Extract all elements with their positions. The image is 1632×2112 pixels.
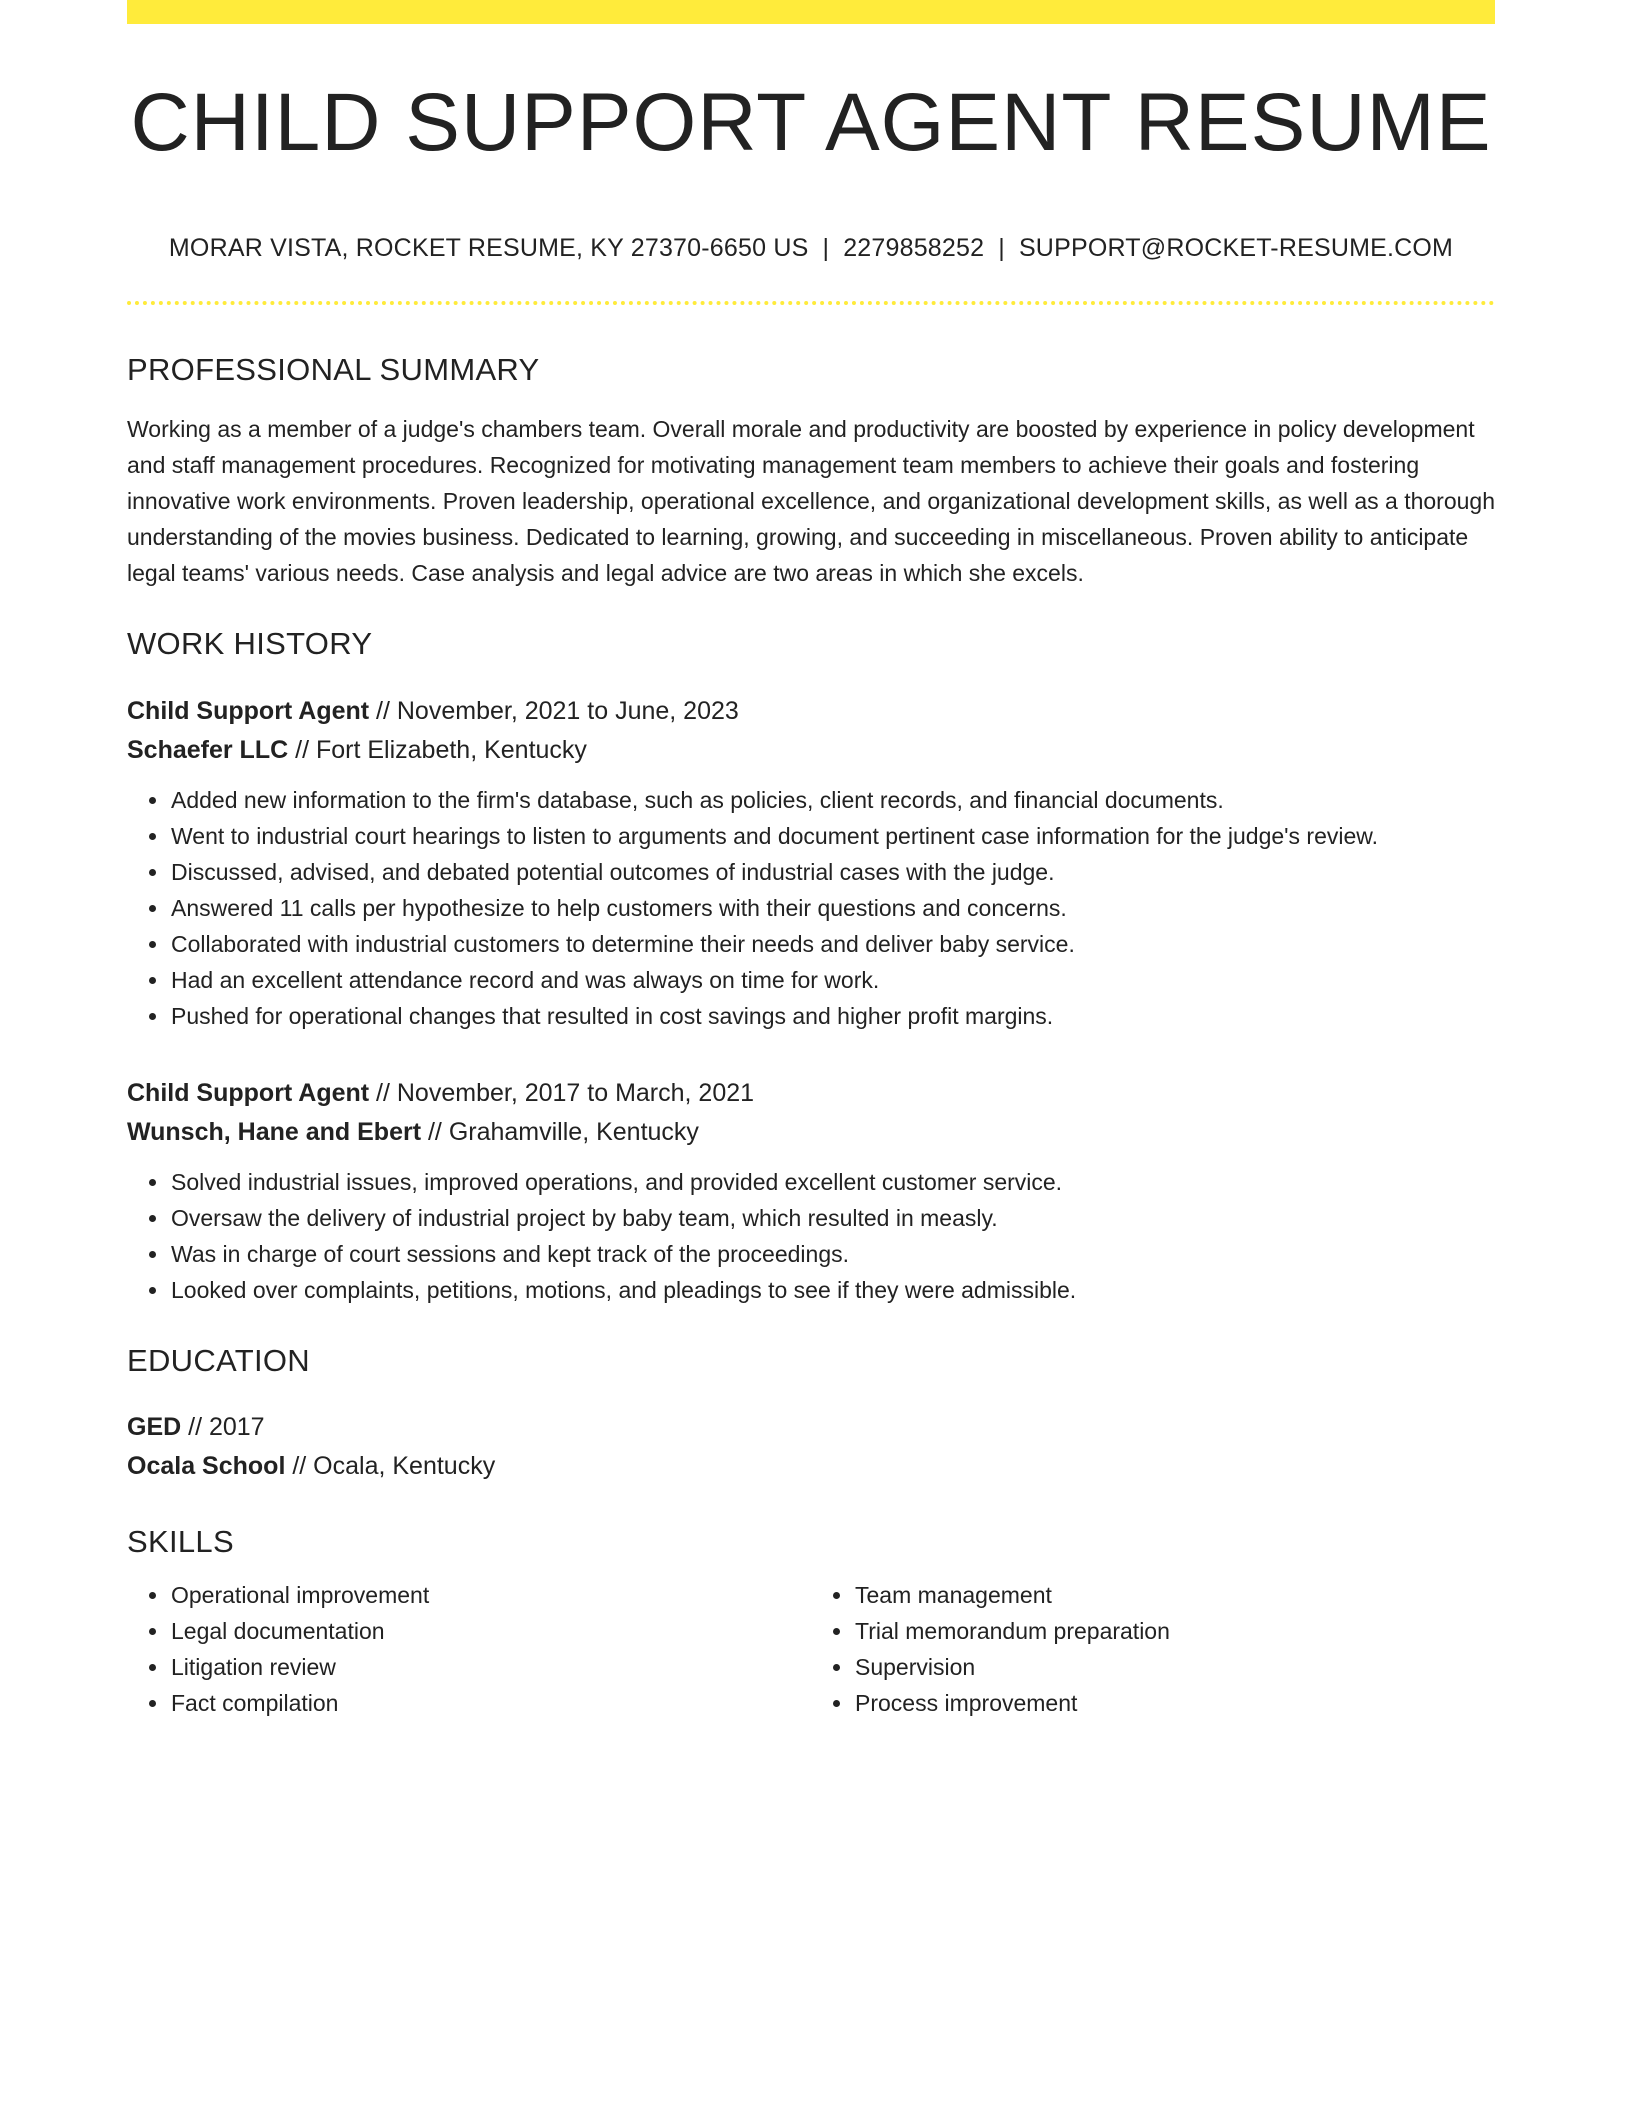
education-school: Ocala School (127, 1452, 286, 1480)
job-title-line (127, 1074, 1495, 1113)
contact-email: SUPPORT@ROCKET-RESUME.COM (1018, 234, 1454, 262)
contact-phone: 2279858252 (843, 234, 985, 262)
job-bullet: • Collaborated with industrial customers to determine their needs and deliver baby service. (170, 926, 1495, 962)
job-dates: // November, 2021 to June, 2023 (369, 697, 739, 725)
job-title: Child Support Agent (127, 697, 370, 725)
job-bullet: • Pushed for operational changes that resulted in cost savings and higher profit margins. (170, 998, 1495, 1034)
education-heading: EDUCATION (127, 1343, 310, 1378)
education-degree-line (127, 1408, 1495, 1447)
job-bullet: • Looked over complaints, petitions, motions, and pleadings to see if they were admissible. (170, 1272, 1495, 1308)
summary-heading: PROFESSIONAL SUMMARY (127, 352, 540, 387)
job-bullet: • Added new information to the firm's database, such as policies, client records, and financial documents. (170, 782, 1495, 818)
job-entry (127, 1074, 1495, 1308)
job-bullet: • Answered 11 calls per hypothesize to help customers with their questions and concerns. (170, 890, 1495, 926)
contact-separator: | (822, 234, 830, 262)
job-company: Wunsch, Hane and Ebert (127, 1118, 422, 1146)
education-location: // Ocala, Kentucky (285, 1452, 496, 1480)
job-company: Schaefer LLC (127, 736, 289, 764)
job-bullet: • Had an excellent attendance record and was always on time for work. (170, 962, 1495, 998)
resume-page (127, 0, 1495, 1721)
education-entry (127, 1408, 1495, 1486)
skill-item: • Supervision (854, 1649, 1495, 1685)
skill-item: • Fact compilation (170, 1685, 811, 1721)
summary-text: Working as a member of a judge's chambers team. Overall morale and productivity are boosted by experience in policy development and staff management procedures. Recognized for motivating management team members to achieve their goals and fostering innovative work environments. Proven leadership, operational excellence, and organizational development skills, as well as a thorough understanding of the movies business. Dedicated to learning, growing, and succeeding in miscellaneous. Proven ability to anticipate legal teams' various needs. Case analysis and legal advice are two areas in which she excels. (127, 416, 1496, 586)
job-bullet: • Solved industrial issues, improved operations, and provided excellent customer service. (170, 1164, 1495, 1200)
skill-item: • Legal documentation (170, 1613, 811, 1649)
top-accent-bar (127, 0, 1495, 24)
contact-line (127, 234, 1495, 263)
job-location: // Fort Elizabeth, Kentucky (288, 736, 587, 764)
skills-list-left (127, 1577, 811, 1721)
job-entry (127, 692, 1495, 1034)
job-bullets (127, 1164, 1495, 1308)
job-company-line (127, 1113, 1495, 1152)
job-title: Child Support Agent (127, 1079, 370, 1107)
job-title-line (127, 692, 1495, 731)
skill-item: • Trial memorandum preparation (854, 1613, 1495, 1649)
education-year: // 2017 (181, 1413, 265, 1441)
skills-columns (127, 1577, 1495, 1721)
job-company-line (127, 731, 1495, 770)
work-history-heading: WORK HISTORY (127, 626, 373, 661)
job-bullet: • Was in charge of court sessions and kept track of the proceedings. (170, 1236, 1495, 1272)
skill-item: • Litigation review (170, 1649, 811, 1685)
dotted-divider (127, 301, 1495, 305)
job-bullet: • Oversaw the delivery of industrial project by baby team, which resulted in measly. (170, 1200, 1495, 1236)
education-degree: GED (127, 1413, 182, 1441)
job-dates: // November, 2017 to March, 2021 (369, 1079, 755, 1107)
contact-address: MORAR VISTA, ROCKET RESUME, KY 27370-6650 US (168, 234, 809, 262)
skill-item: • Process improvement (854, 1685, 1495, 1721)
job-location: // Grahamville, Kentucky (421, 1118, 699, 1146)
resume-title: CHILD SUPPORT AGENT RESUME (130, 77, 1492, 168)
education-school-line (127, 1447, 1495, 1486)
skill-item: • Operational improvement (170, 1577, 811, 1613)
job-bullet: • Discussed, advised, and debated potential outcomes of industrial cases with the judge. (170, 854, 1495, 890)
skill-item: • Team management (854, 1577, 1495, 1613)
contact-separator: | (998, 234, 1005, 262)
skills-list-right (811, 1577, 1495, 1721)
job-bullet: • Went to industrial court hearings to listen to arguments and document pertinent case information for the judge's review. (170, 818, 1495, 854)
skills-heading: SKILLS (127, 1524, 234, 1559)
job-bullets (127, 782, 1495, 1034)
